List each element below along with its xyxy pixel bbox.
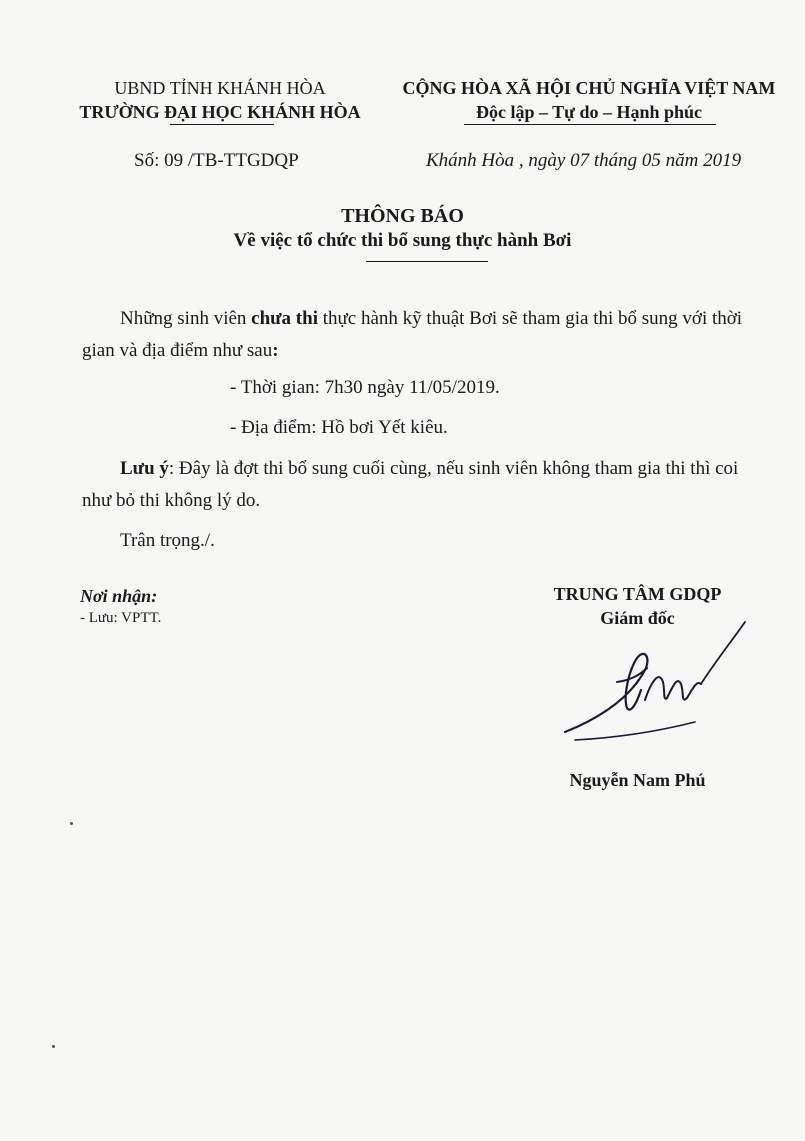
note-line-1: Lưu ý: Đây là đợt thi bổ sung cuối cùng, nếu sinh viên không tham gia thi thì coi [120, 458, 739, 479]
document-number: Số: 09 /TB-TTGDQP [134, 150, 299, 171]
closing: Trân trọng./. [120, 530, 215, 551]
document-title: THÔNG BÁO [341, 205, 464, 227]
recipients-label: Nơi nhận: [80, 586, 158, 606]
issuer-underline [170, 124, 274, 125]
issuer-parent: UBND TỈNH KHÁNH HÒA [114, 78, 326, 98]
issuer-name: TRƯỜNG ĐẠI HỌC KHÁNH HÒA [79, 102, 361, 122]
subtitle-underline [366, 261, 488, 262]
issuer-block [70, 76, 370, 124]
exam-time: - Thời gian: 7h30 ngày 11/05/2019. [230, 377, 500, 398]
motto-underline [464, 124, 716, 125]
national-title-block [386, 76, 792, 124]
note-line-2: như bỏ thi không lý do. [82, 490, 261, 511]
signer-organization: TRUNG TÂM GDQP [553, 584, 722, 604]
exam-location: - Địa điểm: Hồ bơi Yết kiêu. [230, 417, 448, 438]
scan-speck [70, 822, 73, 825]
signer-title: Giám đốc [600, 608, 675, 628]
handwritten-signature [545, 610, 775, 750]
recipients-item: - Lưu: VPTT. [80, 610, 162, 626]
body-paragraph-1-line-1: Những sinh viên chưa thi thực hành kỹ thuật Bơi sẽ tham gia thi bổ sung với thời [120, 308, 743, 329]
signer-name: Nguyễn Nam Phú [569, 770, 706, 790]
document-subtitle: Về việc tổ chức thi bổ sung thực hành Bơi [233, 230, 572, 251]
body-paragraph-1-line-2: gian và địa điểm như sau: [82, 340, 279, 361]
document-date: Khánh Hòa , ngày 07 tháng 05 năm 2019 [426, 150, 742, 171]
motto: Độc lập – Tự do – Hạnh phúc [475, 102, 703, 122]
country-name: CỘNG HÒA XÃ HỘI CHỦ NGHĨA VIỆT NAM [402, 78, 776, 98]
scan-speck [52, 1045, 55, 1048]
